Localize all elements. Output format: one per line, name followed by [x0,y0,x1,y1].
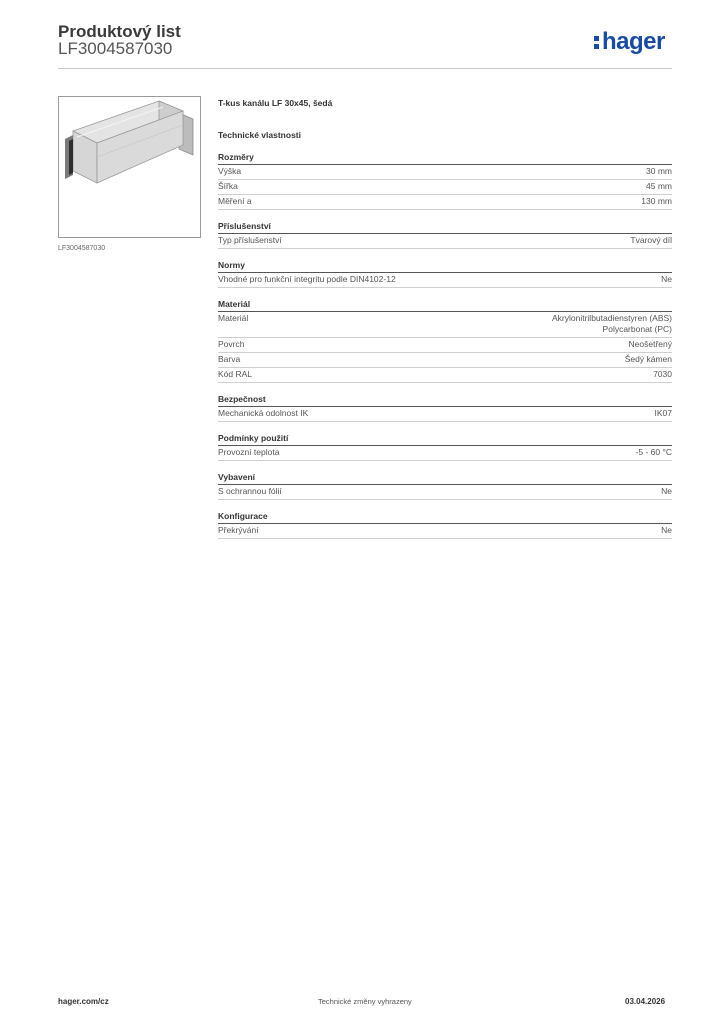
property-row [218,312,672,338]
property-row [218,407,672,422]
property-value: Tvarový díl [630,235,672,245]
property-row [218,368,672,383]
property-group [218,220,672,249]
property-value: Ne [661,274,672,284]
property-value: 130 mm [641,196,672,206]
property-label: Typ příslušenství [218,235,282,245]
property-value: Šedý kámen [624,354,672,364]
property-value: Ne [661,525,672,535]
footer-website: hager.com/cz [58,997,109,1006]
group-title: Příslušenství [218,220,672,234]
group-title: Materiál [218,298,672,312]
property-group [218,510,672,539]
property-row [218,234,672,249]
footer-disclaimer: Technické změny vyhrazeny [318,997,412,1006]
property-value: Neošetřený [628,339,672,349]
property-group [218,471,672,500]
property-label: S ochrannou fólií [218,486,282,496]
property-row [218,446,672,461]
property-row [218,485,672,500]
property-groups [218,151,672,539]
logo-colon-icon [594,34,599,50]
property-value: Akrylonitrilbutadienstyren (ABS) Polycarbonat (PC) [552,313,672,334]
group-title: Podmínky použití [218,432,672,446]
property-label: Mechanická odolnost IK [218,408,309,418]
property-label: Vhodné pro funkční integritu podle DIN4102-12 [218,274,396,284]
property-row [218,165,672,180]
property-label: Šířka [218,181,238,191]
product-details [218,96,672,549]
product-name: T-kus kanálu LF 30x45, šedá [218,98,333,108]
property-value: 45 mm [646,181,672,191]
group-title: Rozměry [218,151,672,165]
property-group [218,259,672,288]
property-label: Materiál [218,313,249,323]
cable-duct-t-piece-image [59,97,200,237]
property-group [218,393,672,422]
group-title: Bezpečnost [218,393,672,407]
header-divider [58,68,672,69]
property-row [218,524,672,539]
property-label: Výška [218,166,242,176]
group-title: Konfigurace [218,510,672,524]
property-value: IK07 [654,408,672,418]
property-row [218,273,672,288]
property-value: Ne [661,486,672,496]
property-row [218,195,672,210]
product-image-frame [58,96,201,238]
property-label: Kód RAL [218,369,253,379]
hager-logo [594,30,665,54]
logo-text: hager [602,28,665,55]
property-label: Povrch [218,339,245,349]
property-value: -5 - 60 °C [635,447,672,457]
property-value: 7030 [653,369,672,379]
footer-date: 03.04.2026 [625,997,666,1006]
property-label: Barva [218,354,241,364]
group-title: Normy [218,259,672,273]
document-number: LF3004587030 [58,39,173,58]
property-value: 30 mm [646,166,672,176]
property-row [218,338,672,353]
document-title: Produktový list [58,22,181,41]
group-title: Vybavení [218,471,672,485]
property-row [218,180,672,195]
property-label: Provozní teplota [218,447,280,457]
property-group [218,298,672,383]
property-group [218,432,672,461]
technical-properties-label: Technické vlastnosti [218,130,301,140]
property-label: Měření a [218,196,252,206]
property-label: Překrývání [218,525,259,535]
property-row [218,353,672,368]
image-caption: LF3004587030 [58,245,106,252]
property-group [218,151,672,210]
